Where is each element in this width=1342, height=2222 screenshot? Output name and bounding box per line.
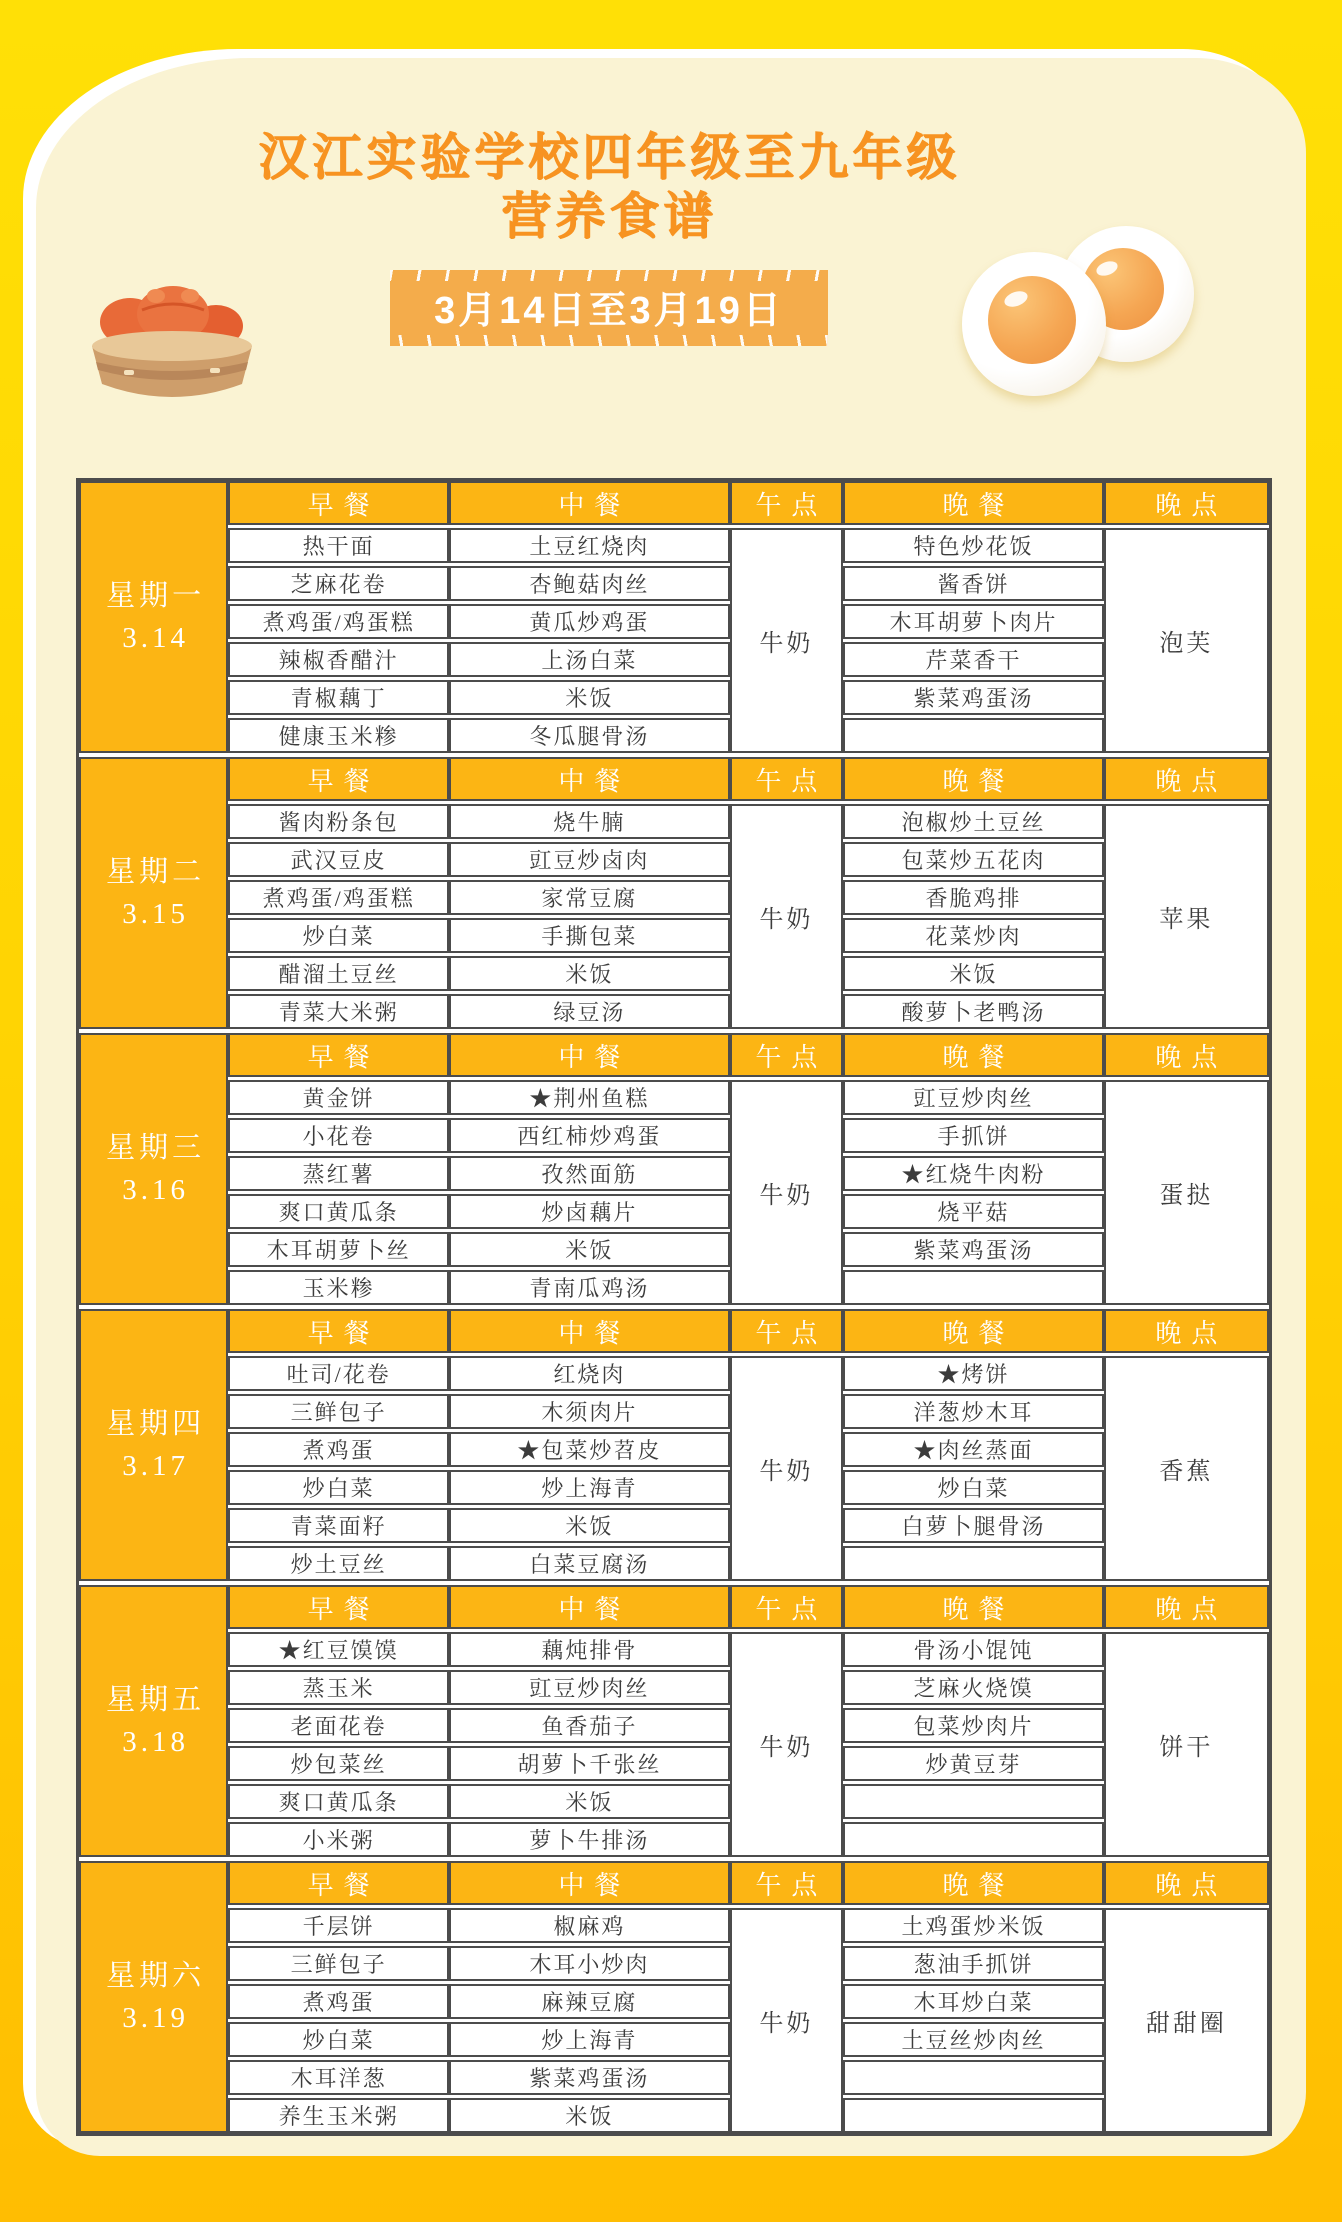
meal-cell: 爽口黄瓜条 (228, 1194, 449, 1229)
meal-cell: 白菜豆腐汤 (449, 1546, 730, 1581)
meal-cell: 紫菜鸡蛋汤 (843, 680, 1104, 715)
meal-cell: 木耳胡萝卜丝 (228, 1232, 449, 1267)
meal-cell: 千层饼 (228, 1908, 449, 1943)
column-header-noon-snack: 午点 (730, 481, 843, 525)
page-title-line1: 汉江实验学校四年级至九年级 (258, 129, 960, 185)
meal-cell: 烧牛腩 (449, 804, 730, 839)
column-header-breakfast: 早餐 (228, 1585, 449, 1629)
meal-cell: 蒸玉米 (228, 1670, 449, 1705)
day-block-saturday (79, 1861, 1269, 2133)
column-header-breakfast: 早餐 (228, 757, 449, 801)
noon-snack-cell: 牛奶 (730, 1356, 843, 1581)
day-name: 星期五 (106, 1683, 206, 1716)
column-header-lunch: 中餐 (449, 1585, 730, 1629)
column-header-evening-snack: 晚点 (1104, 1861, 1269, 1905)
meal-cell: 炒白菜 (843, 1470, 1104, 1505)
meal-cell: 三鲜包子 (228, 1946, 449, 1981)
meal-cell: 米饭 (449, 1232, 730, 1267)
column-header-dinner: 晚餐 (843, 757, 1104, 801)
day-date: 3.15 (122, 898, 189, 930)
meal-cell: 米饭 (449, 956, 730, 991)
meal-cell: 炒上海青 (449, 2022, 730, 2057)
meal-cell: 老面花卷 (228, 1708, 449, 1743)
column-header-evening-snack: 晚点 (1104, 481, 1269, 525)
meal-cell: 豇豆炒卤肉 (449, 842, 730, 877)
meal-cell (843, 1270, 1104, 1305)
evening-snack-cell: 蛋挞 (1104, 1080, 1269, 1305)
column-header-dinner: 晚餐 (843, 1585, 1104, 1629)
meal-cell: 手撕包菜 (449, 918, 730, 953)
meal-cell: 土豆丝炒肉丝 (843, 2022, 1104, 2057)
meal-cell: ★荆州鱼糕 (449, 1080, 730, 1115)
meal-cell: 芝麻花卷 (228, 566, 449, 601)
evening-snack-cell: 泡芙 (1104, 528, 1269, 753)
meal-cell: 豇豆炒肉丝 (449, 1670, 730, 1705)
date-range-banner: 3月14日至3月19日 (390, 270, 828, 346)
meal-cell: 包菜炒五花肉 (843, 842, 1104, 877)
meal-cell (843, 718, 1104, 753)
noon-snack-cell: 牛奶 (730, 804, 843, 1029)
meal-cell: 紫菜鸡蛋汤 (843, 1232, 1104, 1267)
meal-cell: 三鲜包子 (228, 1394, 449, 1429)
column-header-dinner: 晚餐 (843, 1861, 1104, 1905)
evening-snack-cell: 甜甜圈 (1104, 1908, 1269, 2133)
meal-cell: 骨汤小馄饨 (843, 1632, 1104, 1667)
noon-snack-cell: 牛奶 (730, 1908, 843, 2133)
meal-cell: 热干面 (228, 528, 449, 563)
meal-cell: 辣椒香醋汁 (228, 642, 449, 677)
meal-cell: 芝麻火烧馍 (843, 1670, 1104, 1705)
meal-cell: 黄瓜炒鸡蛋 (449, 604, 730, 639)
noon-snack-cell: 牛奶 (730, 1080, 843, 1305)
meal-cell: 鱼香茄子 (449, 1708, 730, 1743)
noon-snack-cell: 牛奶 (730, 528, 843, 753)
meal-cell: 吐司/花卷 (228, 1356, 449, 1391)
column-header-noon-snack: 午点 (730, 757, 843, 801)
meal-cell: 木耳炒白菜 (843, 1984, 1104, 2019)
meal-cell: 煮鸡蛋/鸡蛋糕 (228, 880, 449, 915)
day-block-thursday (79, 1309, 1269, 1581)
meal-cell: 麻辣豆腐 (449, 1984, 730, 2019)
meal-cell: 香脆鸡排 (843, 880, 1104, 915)
meal-cell: 煮鸡蛋 (228, 1432, 449, 1467)
meal-cell: 手抓饼 (843, 1118, 1104, 1153)
meal-cell: 芹菜香干 (843, 642, 1104, 677)
meal-cell: ★红豆馍馍 (228, 1632, 449, 1667)
meal-cell: 炒白菜 (228, 918, 449, 953)
meal-cell: 椒麻鸡 (449, 1908, 730, 1943)
meal-cell: 爽口黄瓜条 (228, 1784, 449, 1819)
meal-cell: 藕炖排骨 (449, 1632, 730, 1667)
meal-cell: 蒸红薯 (228, 1156, 449, 1191)
column-header-lunch: 中餐 (449, 1309, 730, 1353)
meal-cell: ★肉丝蒸面 (843, 1432, 1104, 1467)
meal-cell: 土鸡蛋炒米饭 (843, 1908, 1104, 1943)
meal-cell: 泡椒炒土豆丝 (843, 804, 1104, 839)
meal-cell (843, 2098, 1104, 2133)
column-header-noon-snack: 午点 (730, 1033, 843, 1077)
day-label (79, 1033, 228, 1305)
meal-cell: 红烧肉 (449, 1356, 730, 1391)
meal-cell: 青椒藕丁 (228, 680, 449, 715)
meal-cell: 冬瓜腿骨汤 (449, 718, 730, 753)
meal-cell: 米饭 (449, 1508, 730, 1543)
meal-cell: 米饭 (449, 2098, 730, 2133)
meal-cell: 醋溜土豆丝 (228, 956, 449, 991)
meal-cell: 炒黄豆芽 (843, 1746, 1104, 1781)
meal-cell: 青菜面籽 (228, 1508, 449, 1543)
column-header-noon-snack: 午点 (730, 1861, 843, 1905)
day-name: 星期六 (106, 1959, 206, 1992)
column-header-noon-snack: 午点 (730, 1309, 843, 1353)
day-date: 3.16 (122, 1174, 189, 1206)
meal-cell: 家常豆腐 (449, 880, 730, 915)
meal-cell: 炒包菜丝 (228, 1746, 449, 1781)
meal-cell: 炒上海青 (449, 1470, 730, 1505)
meal-cell: 豇豆炒肉丝 (843, 1080, 1104, 1115)
meal-cell: 葱油手抓饼 (843, 1946, 1104, 1981)
meal-cell: 炒卤藕片 (449, 1194, 730, 1229)
meal-cell: 烧平菇 (843, 1194, 1104, 1229)
evening-snack-cell: 香蕉 (1104, 1356, 1269, 1581)
column-header-dinner: 晚餐 (843, 481, 1104, 525)
column-header-lunch: 中餐 (449, 481, 730, 525)
day-date: 3.19 (122, 2002, 189, 2034)
meal-cell (843, 1784, 1104, 1819)
meal-cell (843, 1822, 1104, 1857)
meal-cell: 健康玉米糁 (228, 718, 449, 753)
column-header-noon-snack: 午点 (730, 1585, 843, 1629)
meal-cell: 煮鸡蛋 (228, 1984, 449, 2019)
meal-cell: 木耳洋葱 (228, 2060, 449, 2095)
day-name: 星期四 (106, 1407, 206, 1440)
meal-cell: 木耳小炒肉 (449, 1946, 730, 1981)
meal-cell: 洋葱炒木耳 (843, 1394, 1104, 1429)
noon-snack-cell: 牛奶 (730, 1632, 843, 1857)
column-header-breakfast: 早餐 (228, 1861, 449, 1905)
meal-cell: 炒白菜 (228, 1470, 449, 1505)
day-date: 3.14 (122, 622, 189, 654)
meal-cell: 杏鲍菇肉丝 (449, 566, 730, 601)
meal-cell: 酱香饼 (843, 566, 1104, 601)
meal-cell: 白萝卜腿骨汤 (843, 1508, 1104, 1543)
day-label (79, 1309, 228, 1581)
day-block-wednesday (79, 1033, 1269, 1305)
evening-snack-cell: 苹果 (1104, 804, 1269, 1029)
day-name: 星期三 (106, 1131, 206, 1164)
day-block-monday (79, 481, 1269, 753)
day-label (79, 1861, 228, 2133)
meal-cell: 武汉豆皮 (228, 842, 449, 877)
column-header-evening-snack: 晚点 (1104, 1309, 1269, 1353)
day-name: 星期一 (106, 579, 206, 612)
meal-cell: 绿豆汤 (449, 994, 730, 1029)
meal-cell: 米饭 (449, 1784, 730, 1819)
meal-cell: 酸萝卜老鸭汤 (843, 994, 1104, 1029)
day-name: 星期二 (106, 855, 206, 888)
page-title-line2: 营养食谱 (501, 188, 717, 244)
meal-cell: ★包菜炒苕皮 (449, 1432, 730, 1467)
column-header-breakfast: 早餐 (228, 1033, 449, 1077)
meal-cell: 孜然面筋 (449, 1156, 730, 1191)
meal-cell: 上汤白菜 (449, 642, 730, 677)
column-header-evening-snack: 晚点 (1104, 1033, 1269, 1077)
meal-cell: 萝卜牛排汤 (449, 1822, 730, 1857)
meal-cell (843, 2060, 1104, 2095)
meal-cell: ★烤饼 (843, 1356, 1104, 1391)
day-label (79, 481, 228, 753)
meal-cell: 包菜炒肉片 (843, 1708, 1104, 1743)
meal-cell: 小米粥 (228, 1822, 449, 1857)
meal-cell: 花菜炒肉 (843, 918, 1104, 953)
weekly-menu-table (76, 478, 1272, 2136)
day-date: 3.18 (122, 1726, 189, 1758)
evening-snack-cell: 饼干 (1104, 1632, 1269, 1857)
column-header-breakfast: 早餐 (228, 481, 449, 525)
meal-cell: 木须肉片 (449, 1394, 730, 1429)
column-header-dinner: 晚餐 (843, 1033, 1104, 1077)
meal-cell: 木耳胡萝卜肉片 (843, 604, 1104, 639)
meal-cell: ★红烧牛肉粉 (843, 1156, 1104, 1191)
meal-cell: 米饭 (449, 680, 730, 715)
day-date: 3.17 (122, 1450, 189, 1482)
meal-cell: 青南瓜鸡汤 (449, 1270, 730, 1305)
meal-cell: 西红柿炒鸡蛋 (449, 1118, 730, 1153)
meal-cell: 黄金饼 (228, 1080, 449, 1115)
column-header-lunch: 中餐 (449, 757, 730, 801)
meal-cell: 炒土豆丝 (228, 1546, 449, 1581)
poster-header (0, 128, 1342, 346)
column-header-lunch: 中餐 (449, 1861, 730, 1905)
day-label (79, 757, 228, 1029)
day-block-friday (79, 1585, 1269, 1857)
column-header-dinner: 晚餐 (843, 1309, 1104, 1353)
meal-cell: 米饭 (843, 956, 1104, 991)
column-header-evening-snack: 晚点 (1104, 757, 1269, 801)
day-label (79, 1585, 228, 1857)
meal-cell: 土豆红烧肉 (449, 528, 730, 563)
meal-cell: 紫菜鸡蛋汤 (449, 2060, 730, 2095)
meal-cell (843, 1546, 1104, 1581)
meal-cell: 胡萝卜千张丝 (449, 1746, 730, 1781)
column-header-evening-snack: 晚点 (1104, 1585, 1269, 1629)
day-block-tuesday (79, 757, 1269, 1029)
meal-cell: 特色炒花饭 (843, 528, 1104, 563)
meal-cell: 酱肉粉条包 (228, 804, 449, 839)
meal-cell: 小花卷 (228, 1118, 449, 1153)
meal-cell: 炒白菜 (228, 2022, 449, 2057)
meal-cell: 玉米糁 (228, 1270, 449, 1305)
meal-cell: 煮鸡蛋/鸡蛋糕 (228, 604, 449, 639)
column-header-breakfast: 早餐 (228, 1309, 449, 1353)
meal-cell: 养生玉米粥 (228, 2098, 449, 2133)
column-header-lunch: 中餐 (449, 1033, 730, 1077)
meal-cell: 青菜大米粥 (228, 994, 449, 1029)
